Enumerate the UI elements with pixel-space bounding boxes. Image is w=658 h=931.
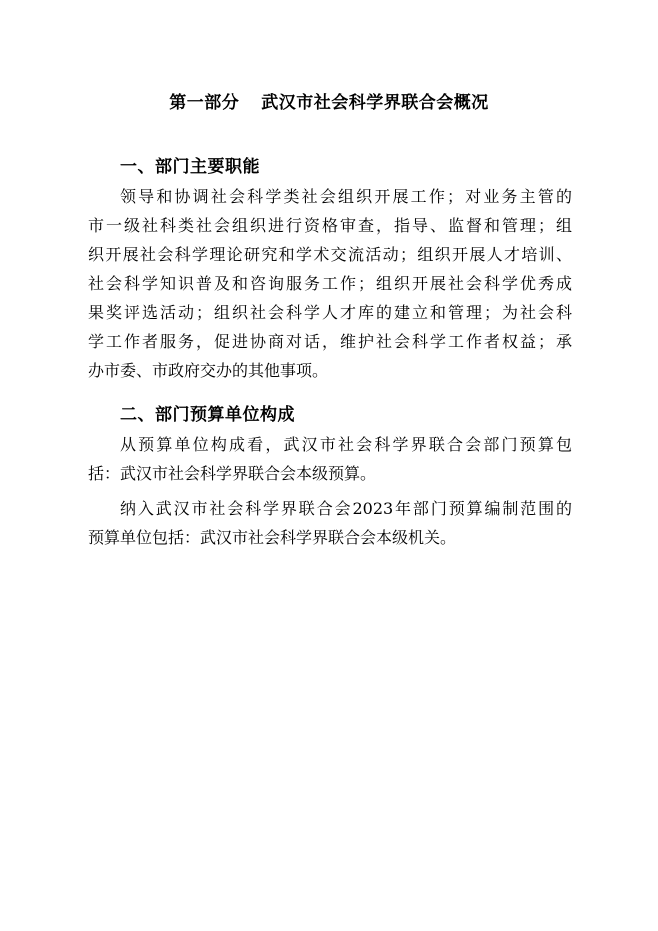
budget-para1-line-1: 从预算单位构成看，武汉市社会科学界联合会部门预算包 xyxy=(120,435,572,454)
page-title xyxy=(0,90,658,116)
title-text: 武汉市社会科学界联合会概况 xyxy=(261,93,489,113)
functions-line-1: 领导和协调社会科学类社会组织开展工作；对业务主管的 xyxy=(120,187,572,206)
functions-line-7: 办市委、市政府交办的其他事项。 xyxy=(88,361,329,380)
title-part-label: 第一部分 xyxy=(169,93,240,113)
budget-para1-line-2: 括：武汉市社会科学界联合会本级预算。 xyxy=(88,464,377,483)
budget-para2-line-1: 纳入武汉市社会科学界联合会2023年部门预算编制范围的 xyxy=(120,499,572,518)
functions-line-2: 市一级社科类社会组织进行资格审查，指导、监督和管理；组 xyxy=(88,216,572,235)
functions-line-4: 社会科学知识普及和咨询服务工作；组织开展社会科学优秀成 xyxy=(88,274,572,293)
budget-para2-line-2: 预算单位包括：武汉市社会科学界联合会本级机关。 xyxy=(88,528,457,547)
functions-line-3: 织开展社会科学理论研究和学术交流活动；组织开展人才培训、 xyxy=(88,245,572,264)
functions-line-6: 学工作者服务，促进协商对话，维护社会科学工作者权益；承 xyxy=(88,332,572,351)
functions-line-5: 果奖评选活动；组织社会科学人才库的建立和管理；为社会科 xyxy=(88,303,572,322)
section-heading-functions: 一、部门主要职能 xyxy=(120,157,260,177)
section-heading-budget-units: 二、部门预算单位构成 xyxy=(120,405,295,425)
